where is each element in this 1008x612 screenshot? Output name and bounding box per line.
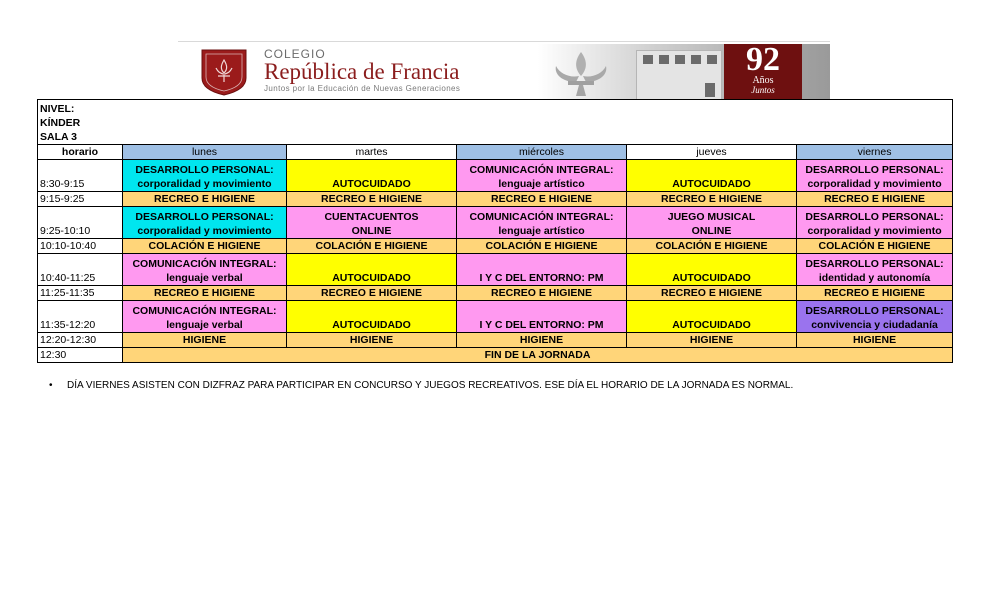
schedule-row	[38, 254, 953, 286]
activity-subtitle: lenguaje artístico	[498, 225, 585, 237]
activity-title: AUTOCUIDADO	[332, 319, 411, 331]
activity-title: COLACIÓN E HIGIENE	[315, 240, 428, 252]
activity-cell	[123, 192, 287, 207]
activity-title: I Y C DEL ENTORNO: PM	[479, 319, 604, 331]
info-row	[38, 100, 953, 145]
activity-subtitle: lenguaje verbal	[166, 272, 243, 284]
activity-title: DESARROLLO PERSONAL:	[135, 164, 274, 176]
activity-subtitle: ONLINE	[351, 225, 392, 237]
activity-cell	[457, 254, 627, 286]
curso-label: KÍNDER	[40, 117, 81, 129]
activity-subtitle: ONLINE	[691, 225, 732, 237]
day-header-row	[38, 145, 953, 160]
time-slot-cell: 12:20-12:30	[38, 333, 123, 348]
activity-title: RECREO E HIGIENE	[154, 193, 255, 205]
activity-cell	[287, 207, 457, 239]
activity-title: COLACIÓN E HIGIENE	[818, 240, 931, 252]
activity-cell	[123, 286, 287, 301]
activity-title: HIGIENE	[519, 334, 564, 346]
activity-subtitle: convivencia y ciudadanía	[811, 319, 938, 331]
activity-cell	[627, 301, 797, 333]
activity-subtitle: lenguaje artístico	[498, 178, 585, 190]
schedule-row	[38, 192, 953, 207]
activity-cell	[627, 254, 797, 286]
activity-title: COLACIÓN E HIGIENE	[148, 240, 261, 252]
activity-title: COMUNICACIÓN INTEGRAL:	[132, 305, 277, 317]
activity-subtitle: corporalidad y movimiento	[137, 178, 272, 190]
note-list	[49, 380, 793, 391]
activity-cell	[287, 192, 457, 207]
building-illustration	[636, 50, 722, 100]
school-crest-logo	[198, 48, 250, 96]
schedule-row	[38, 286, 953, 301]
column-header: lunes	[123, 145, 287, 160]
activity-cell	[627, 333, 797, 348]
activity-title: HIGIENE	[182, 334, 227, 346]
anniversary-word: Años	[752, 75, 774, 86]
activity-subtitle: corporalidad y movimiento	[807, 178, 942, 190]
activity-cell	[797, 192, 953, 207]
activity-cell	[797, 207, 953, 239]
activity-subtitle: identidad y autonomía	[818, 272, 931, 284]
activity-cell	[627, 239, 797, 254]
sala-label: SALA 3	[40, 131, 77, 143]
schedule-row	[38, 333, 953, 348]
activity-title: RECREO E HIGIENE	[824, 193, 925, 205]
activity-title: HIGIENE	[349, 334, 394, 346]
activity-cell	[797, 333, 953, 348]
level-info-cell	[38, 100, 953, 145]
activity-title: RECREO E HIGIENE	[491, 193, 592, 205]
activity-cell	[123, 207, 287, 239]
activity-title: DESARROLLO PERSONAL:	[805, 211, 944, 223]
fleur-de-lis-icon	[546, 48, 616, 98]
activity-title: RECREO E HIGIENE	[491, 287, 592, 299]
activity-title: CUENTACUENTOS	[324, 211, 419, 223]
activity-subtitle: corporalidad y movimiento	[807, 225, 942, 237]
activity-cell	[123, 254, 287, 286]
activity-cell	[627, 160, 797, 192]
activity-cell	[627, 286, 797, 301]
school-name: República de Francia	[264, 59, 460, 84]
activity-title: RECREO E HIGIENE	[661, 193, 762, 205]
schedule-table	[37, 99, 953, 363]
activity-cell	[457, 333, 627, 348]
activity-title: COMUNICACIÓN INTEGRAL:	[469, 164, 614, 176]
activity-cell	[287, 301, 457, 333]
time-slot-cell: 11:35-12:20	[38, 301, 123, 333]
activity-title: RECREO E HIGIENE	[661, 287, 762, 299]
activity-title: AUTOCUIDADO	[672, 178, 751, 190]
note-text: DÍA VIERNES ASISTEN CON DIZFRAZ PARA PARTICIPAR EN CONCURSO Y JUEGOS RECREATIVOS. ESE DÍA EL HORARIO DE LA JORNADA ES NORMAL.	[67, 380, 794, 391]
school-header-banner	[178, 41, 830, 100]
activity-cell	[123, 160, 287, 192]
activity-title: RECREO E HIGIENE	[321, 193, 422, 205]
activity-title: AUTOCUIDADO	[672, 319, 751, 331]
activity-subtitle: corporalidad y movimiento	[137, 225, 272, 237]
schedule-row	[38, 207, 953, 239]
anniversary-script: Juntos	[751, 85, 775, 95]
column-header: horario	[38, 145, 123, 160]
activity-cell	[287, 160, 457, 192]
activity-title: DESARROLLO PERSONAL:	[805, 258, 944, 270]
colegio-label: COLEGIO	[264, 47, 326, 61]
activity-title: RECREO E HIGIENE	[824, 287, 925, 299]
activity-title: RECREO E HIGIENE	[321, 287, 422, 299]
activity-cell	[797, 239, 953, 254]
activity-subtitle: lenguaje verbal	[166, 319, 243, 331]
schedule-row	[38, 301, 953, 333]
time-slot-cell: 9:15-9:25	[38, 192, 123, 207]
activity-title: RECREO E HIGIENE	[154, 287, 255, 299]
schedule-row	[38, 160, 953, 192]
activity-cell	[797, 160, 953, 192]
activity-cell	[797, 254, 953, 286]
activity-cell	[457, 301, 627, 333]
activity-title: DESARROLLO PERSONAL:	[805, 305, 944, 317]
time-slot-cell: 10:10-10:40	[38, 239, 123, 254]
time-slot-cell: 10:40-11:25	[38, 254, 123, 286]
activity-cell	[627, 192, 797, 207]
school-tagline: Juntos por la Educación de Nuevas Generaciones	[264, 84, 461, 93]
activity-title: COMUNICACIÓN INTEGRAL:	[132, 258, 277, 270]
activity-title: COLACIÓN E HIGIENE	[655, 240, 768, 252]
activity-cell	[457, 160, 627, 192]
activity-title: COLACIÓN E HIGIENE	[485, 240, 598, 252]
nivel-label: NIVEL:	[40, 103, 75, 115]
time-slot-cell: 9:25-10:10	[38, 207, 123, 239]
time-slot-cell: 8:30-9:15	[38, 160, 123, 192]
activity-cell	[627, 207, 797, 239]
activity-title: AUTOCUIDADO	[672, 272, 751, 284]
anniversary-badge	[724, 44, 802, 100]
column-header: jueves	[627, 145, 797, 160]
activity-cell	[457, 286, 627, 301]
activity-cell	[287, 286, 457, 301]
activity-title: AUTOCUIDADO	[332, 272, 411, 284]
activity-cell	[123, 239, 287, 254]
activity-cell	[287, 239, 457, 254]
anniversary-number: 92	[746, 44, 780, 78]
activity-title: AUTOCUIDADO	[332, 178, 411, 190]
column-header: martes	[287, 145, 457, 160]
activity-title: I Y C DEL ENTORNO: PM	[479, 272, 604, 284]
column-header: miércoles	[457, 145, 627, 160]
activity-cell	[287, 333, 457, 348]
end-of-day-row	[38, 348, 953, 363]
activity-title: DESARROLLO PERSONAL:	[805, 164, 944, 176]
activity-title: HIGIENE	[852, 334, 897, 346]
activity-cell	[457, 207, 627, 239]
activity-cell	[457, 192, 627, 207]
time-slot-cell: 12:30	[38, 348, 123, 363]
activity-title: DESARROLLO PERSONAL:	[135, 211, 274, 223]
activity-cell	[287, 254, 457, 286]
activity-cell	[457, 239, 627, 254]
end-of-day-cell: FIN DE LA JORNADA	[123, 348, 953, 363]
activity-title: HIGIENE	[689, 334, 734, 346]
activity-cell	[123, 301, 287, 333]
activity-cell	[797, 301, 953, 333]
time-slot-cell: 11:25-11:35	[38, 286, 123, 301]
school-building-photo	[538, 44, 830, 100]
activity-cell	[123, 333, 287, 348]
column-header: viernes	[797, 145, 953, 160]
bullet-icon: •	[49, 380, 53, 391]
activity-cell	[797, 286, 953, 301]
schedule-row	[38, 239, 953, 254]
activity-title: COMUNICACIÓN INTEGRAL:	[469, 211, 614, 223]
school-name-block	[264, 48, 460, 94]
activity-title: JUEGO MUSICAL	[667, 211, 756, 223]
